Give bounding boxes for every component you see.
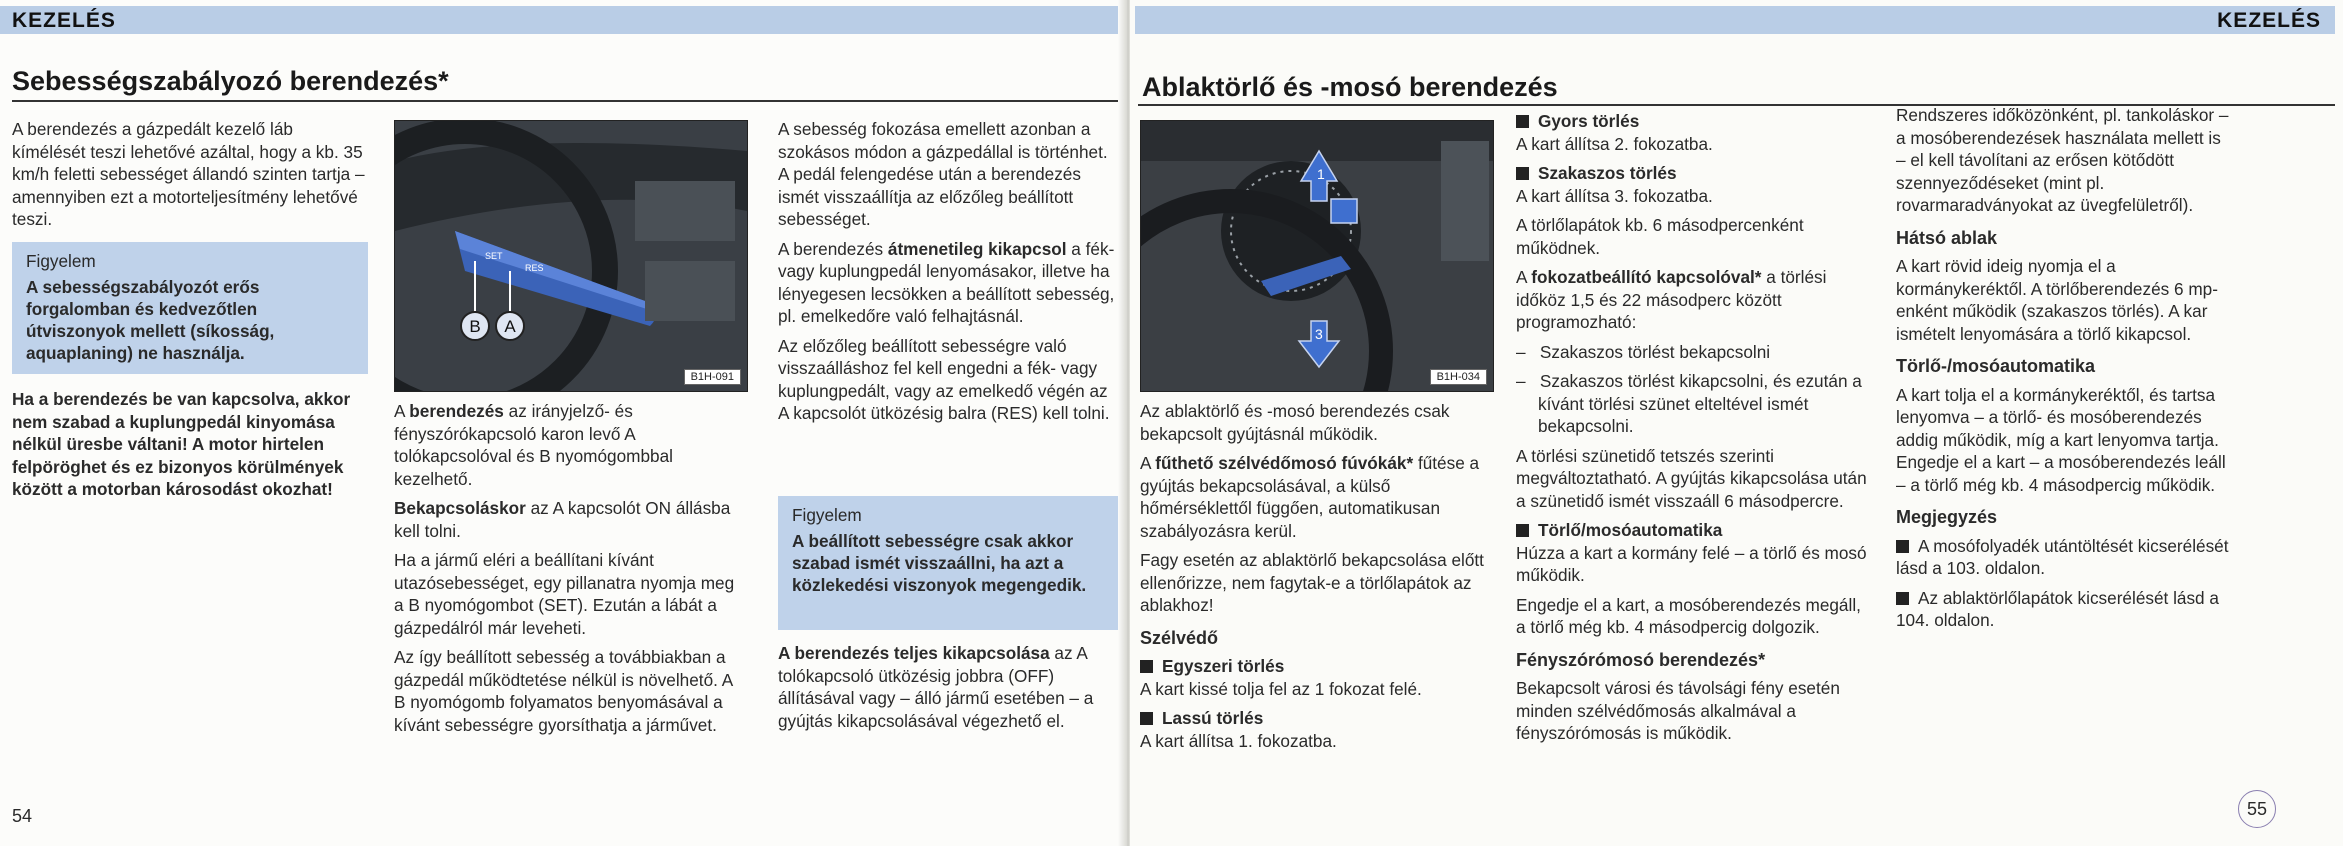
cruise-control-lever-illustration <box>395 121 747 391</box>
left-column-3 <box>778 118 1120 432</box>
left-column-1 <box>12 118 368 238</box>
bullet-square-icon <box>1896 540 1909 553</box>
col2-p2-post: az A kapcsolót ON állásba kell tolni. <box>394 498 731 541</box>
r-col2-p2 <box>1516 266 1872 334</box>
item-fast-wipe-text: A kart állítsa 2. fokozatba. <box>1516 133 1713 154</box>
r-col1-p2-bold: fűthető szélvédőmosó fúvókák* <box>1155 453 1414 473</box>
warning-box-2 <box>778 496 1120 630</box>
warning-text-2: A beállított sebességre csak akkor szabad ismét visszaállni, ha azt a közlekedési viszonyok megengedik. <box>792 531 1087 595</box>
r-col2-p2-bold: fokozatbeállító kapcsolóval* <box>1531 267 1762 287</box>
bullet-square-icon <box>1140 712 1153 725</box>
dash-item-2: – Szakaszos törlést kikapcsolni, és ezután a kívánt törlési szünet elteltével ismét bekapcsolni. <box>1516 371 1862 436</box>
item-single-wipe-text: A kart kissé tolja fel az 1 fokozat felé. <box>1140 678 1422 699</box>
col3-p2-bold: átmenetileg kikapcsol <box>887 238 1067 259</box>
left-page <box>0 0 1125 846</box>
page-title-right: Ablaktörlő és -mosó berendezés <box>1142 72 1558 102</box>
r-col3-p1: Rendszeres időközönként, pl. tankoláskor – a mosóberendezések használata mellett is – el kell távolítani az erősen kötődött szennyeződéseket (mint pl. rovarmaradványokat az üvegfelületről). <box>1896 105 2229 215</box>
page-number-right: 55 <box>2238 790 2276 828</box>
section-header-bar-right <box>1135 6 2335 34</box>
col2-p2-bold: Bekapcsoláskor <box>394 498 526 518</box>
col2-p2 <box>394 497 746 542</box>
item-fast-wipe-label: Gyors törlés <box>1538 111 1640 131</box>
wiper-lever-illustration <box>1141 121 1493 391</box>
wiper-figure <box>1140 120 1494 392</box>
caution-text: Ha a berendezés be van kapcsolva, akkor nem szabad a kuplungpedál kinyomása nélkül üresbe váltani! A motor hirtelen felpöröghet és ez bizonyos körülmények között a motorban károsodást okozhat! <box>12 389 351 499</box>
bullet-square-icon <box>1140 660 1153 673</box>
section-label: KEZELÉS <box>12 9 116 32</box>
page-title: Sebességszabályozó berendezés* <box>12 66 449 96</box>
bullet-square-icon <box>1516 524 1529 537</box>
col2-p1-bold: berendezés <box>409 401 504 421</box>
intro-text: A berendezés a gázpedált kezelő láb kímélését teszi lehetővé azáltal, hogy a kb. 35 km/h feletti sebességet állandó szinten tartja – amennyiben ezt a motorteljesítmény lehetővé teszi. <box>12 119 365 229</box>
col3-p4-bold: A berendezés teljes kikapcsolása <box>778 643 1050 663</box>
note-1 <box>1896 535 2232 580</box>
subheading-windshield: Szélvédő <box>1140 627 1219 648</box>
left-column-2 <box>394 400 746 743</box>
item-auto-wash-text: Húzza a kart a kormány felé – a törlő és mosó működik. <box>1516 542 1867 585</box>
col3-p4-post: az A tolókapcsoló ütközésig jobbra (OFF) állításával vagy – álló jármű esetében – a gyújtás kikapcsolásával végezhető el. <box>778 643 1094 731</box>
col3-p1: A sebesség fokozása emellett azonban a szokásos módon a gázpedállal is történhet. A pedál felengedése után a berendezés ismét visszaállítja az előzőleg beállított sebességet. <box>778 119 1108 229</box>
right-column-3 <box>1896 104 2232 639</box>
subheading-auto-wash: Törlő-/mosóautomatika <box>1896 356 2096 376</box>
col2-p3: Ha a jármű eléri a beállítani kívánt utazósebességet, egy pillanatra nyomja meg a B nyomógombot (SET). Ezután a lábát a gázpedálról már leveheti. <box>394 550 735 638</box>
page-number-left: 54 <box>12 806 33 826</box>
item-single-wipe-label: Egyszeri törlés <box>1162 656 1285 676</box>
right-page <box>1130 0 2343 846</box>
item-slow-wipe-text: A kart állítsa 1. fokozatba. <box>1140 730 1337 751</box>
note-2 <box>1896 587 2232 632</box>
r-caption: Az ablaktörlő és -mosó berendezés csak bekapcsolt gyújtásnál működik. <box>1140 401 1450 444</box>
right-column-2 <box>1516 110 1872 752</box>
item-single-wipe-title <box>1140 655 1496 678</box>
col2-p1 <box>394 400 746 490</box>
figure-code: B1H-091 <box>684 369 741 385</box>
wiper-step-1: 1 <box>1317 166 1325 182</box>
label-a: A <box>504 317 516 336</box>
r-col2-p2-post: a törlési időköz 1,5 és 22 másodperc között programozható: <box>1516 267 1827 332</box>
col2-p4: Az így beállított sebesség a továbbiakban a gázpedál működtetése nélkül is növelhető. A B nyomógomb folyamatos benyomásával a kívánt sebességre gyorsíthatja a járművet. <box>394 647 733 735</box>
r-col1-p2 <box>1140 452 1496 542</box>
r-col1-p3: Fagy esetén az ablaktörlő bekapcsolása előtt ellenőrizze, nem fagytak-e a törlőlapátok az ablakhoz! <box>1140 550 1484 615</box>
col3-p4 <box>778 642 1120 732</box>
r-col2-p4: Engedje el a kart, a mosóberendezés megáll, a törlő még kb. 4 másodpercig dolgozik. <box>1516 594 1861 637</box>
item-auto-wash-label: Törlő/mosóautomatika <box>1538 520 1723 540</box>
figure-code-right: B1H-034 <box>1430 369 1487 385</box>
item-interval-wipe-label: Szakaszos törlés <box>1538 163 1677 183</box>
r-col2-p5: Bekapcsolt városi és távolsági fény esetén minden szélvédőmosás alkalmával a fényszórómosás is működik. <box>1516 678 1840 743</box>
col3-p2-pre: A berendezés <box>778 238 888 259</box>
r-col2-p2-pre: A <box>1516 267 1532 287</box>
col2-p1-pre: A <box>394 401 410 421</box>
col3-p2-post: a fék- vagy kuplungpedál lenyomásakor, illetve ha lényegesen lecsökken a beállított sebesség, pl. emelkedőre való felhajtásnál. <box>778 238 1115 326</box>
bullet-square-icon <box>1516 167 1529 180</box>
dash-item-2-text: Szakaszos törlést kikapcsolni, és ezután a kívánt törlési szünet elteltével ismét bekapcsolni. <box>1538 371 1862 436</box>
wiper-step-3: 3 <box>1315 326 1323 342</box>
bullet-square-icon <box>1896 592 1909 605</box>
item-fast-wipe-title <box>1516 110 1872 133</box>
note-2-text: Az ablaktörlőlapátok kicserélését lásd a 104. oldalon. <box>1896 587 2219 630</box>
lever-set-text: SET <box>485 251 503 261</box>
subheading-rear-window: Hátsó ablak <box>1896 227 1998 248</box>
warning-text: A sebességszabályozót erős forgalomban és kedvezőtlen útviszonyok mellett (síkosság, aquaplaning) ne használja. <box>26 277 275 363</box>
item-slow-wipe-label: Lassú törlés <box>1162 708 1264 728</box>
label-b: B <box>469 317 481 336</box>
subheading-note: Megjegyzés <box>1896 507 1998 527</box>
col2-p1-post: az irányjelző- és fényszórókapcsoló karon levő A tolókapcsolóval és B nyomógombbal kezelhető. <box>394 401 673 489</box>
dash-item-1: – Szakaszos törlést bekapcsolni <box>1516 341 1771 362</box>
r-col2-p1: A törlőlapátok kb. 6 másodpercenként működnek. <box>1516 215 1804 258</box>
note-1-text: A mosófolyadék utántöltését kicserélését lásd a 103. oldalon. <box>1896 535 2229 578</box>
r-col1-p2-post: fűtése a gyújtás bekapcsolásával, a külső hőmérséklettől függően, automatikusan szabályozásra kerül. <box>1140 453 1480 541</box>
r-col3-p2: A kart rövid ideig nyomja el a kormánykeréktől. A törlőberendezés 6 mp-enként működik (szakaszos törlés). A kar ismételt lenyomására a törlő kikapcsol. <box>1896 256 2218 344</box>
cruise-control-figure <box>394 120 748 392</box>
r-col2-p3: A törlési szünetidő tetszés szerinti megváltoztatható. A gyújtás kikapcsolása után a szünetidő ismét visszaáll 6 másodpercre. <box>1516 445 1867 511</box>
warning-title: Figyelem <box>26 251 96 271</box>
bullet-square-icon <box>1516 115 1529 128</box>
col3-p3: Az előzőleg beállított sebességre való visszaálláshoz fel kell engedni a fék- vagy kuplungpedált, vagy az emelkedő végén az A kapcsolót ütközésig balra (RES) kell tolni. <box>778 335 1110 423</box>
title-rule <box>12 100 1125 102</box>
dash-item-1-text: Szakaszos törlést bekapcsolni <box>1539 341 1771 362</box>
section-label-right: KEZELÉS <box>2217 9 2321 32</box>
section-header-bar <box>0 6 1125 34</box>
subheading-headlamp-washer: Fényszórómosó berendezés* <box>1516 649 1766 670</box>
r-col3-p3: A kart tolja el a kormánykeréktől, és tartsa lenyomva – a törlő- és mosóberendezés addig működik, míg a kart lenyomva tartja. Engedje el a kart – a mosóberendezés leáll – a törlő még kb. 4 másodpercig működik. <box>1896 384 2226 495</box>
r-col1-p2-pre: A <box>1140 453 1156 473</box>
right-column-1 <box>1140 400 1496 759</box>
item-interval-wipe-title <box>1516 162 1872 185</box>
lever-res-text: RES <box>525 263 544 273</box>
item-slow-wipe-title <box>1140 707 1496 730</box>
item-auto-wash-title <box>1516 519 1872 542</box>
warning-title-2: Figyelem <box>792 505 862 525</box>
warning-box <box>12 242 368 374</box>
item-interval-wipe-text: A kart állítsa 3. fokozatba. <box>1516 185 1713 206</box>
col3-p2 <box>778 238 1120 328</box>
